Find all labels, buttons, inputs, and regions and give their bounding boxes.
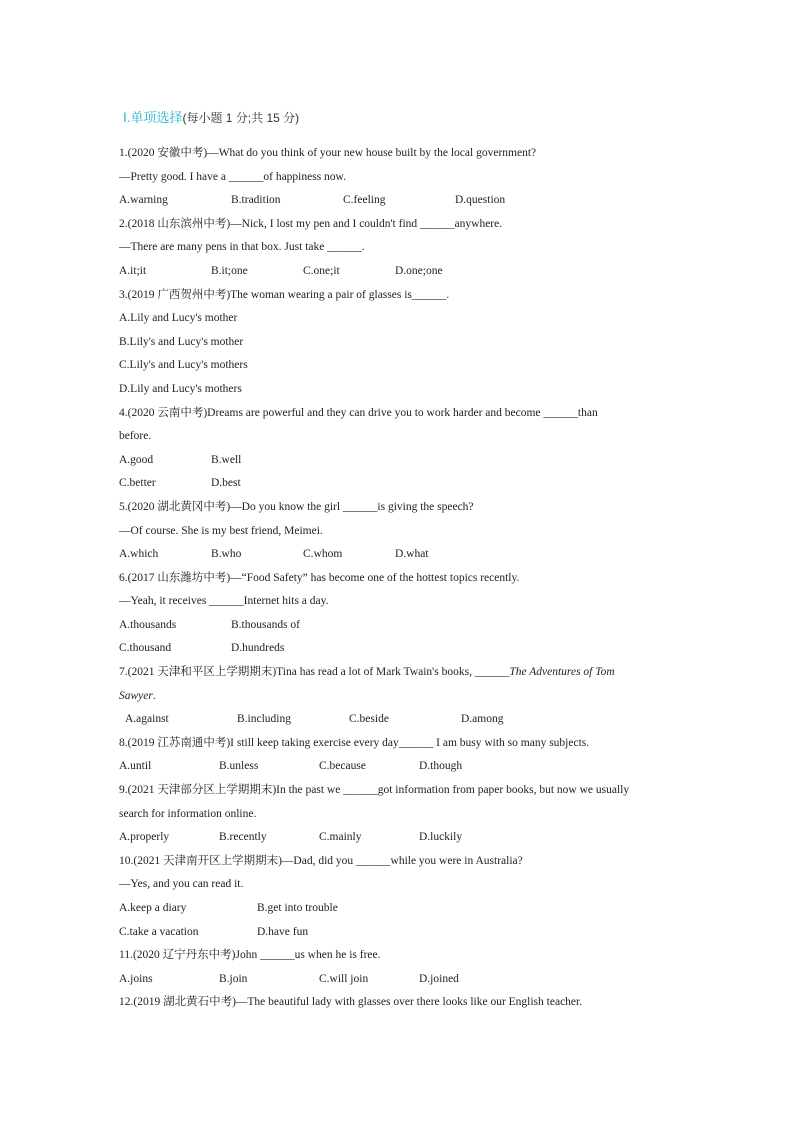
option-c: C.take a vacation (119, 925, 199, 938)
question-1-stem: 1.(2020 安徽中考)—What do you think of your new house built by the local government? (119, 147, 537, 159)
option-b: B.get into trouble (257, 902, 338, 914)
option-b: B.tradition (231, 194, 281, 207)
option-d: D.best (211, 477, 241, 490)
question-12-stem: 12.(2019 湖北黄石中考)—The beautiful lady with glasses over there looks like our English teacher. (119, 996, 583, 1009)
question-5-reply: —Of course. She is my best friend, Meimei. (119, 524, 323, 537)
option-a: A.keep a diary (119, 902, 187, 914)
question-10-stem: 10.(2021 天津南开区上学期期末)—Dad, did you ______while you were in Australia? (119, 854, 523, 867)
option-d: D.Lily and Lucy's mothers (119, 382, 242, 395)
book-title-continued: Sawyer (119, 689, 153, 702)
option-c: C.mainly (319, 831, 362, 844)
option-c: C.because (319, 760, 366, 773)
question-8-options (119, 755, 699, 779)
option-d: D.question (455, 194, 506, 207)
question-4-options-row-1 (119, 449, 699, 473)
question-6-reply: —Yeah, it receives ______Internet hits a day. (119, 595, 329, 608)
question-10-options-row-2 (119, 921, 699, 945)
question-5-options (119, 543, 699, 567)
section-heading (119, 108, 699, 128)
section-scoring-note: (每小题 1 分;共 15 分) (182, 111, 300, 125)
option-a: A.Lily and Lucy's mother (119, 312, 238, 325)
option-c: C.better (119, 477, 156, 490)
sentence-end: . (152, 689, 156, 702)
question-7-stem-text: 7.(2021 天津和平区上学期期末)Tina has read a lot of Mark Twain's books, ______ (119, 666, 510, 679)
option-a: A.thousands (119, 618, 177, 631)
option-a: A.warning (119, 194, 168, 207)
question-4-options-row-2 (119, 472, 699, 496)
option-b: B.recently (219, 831, 267, 844)
question-11-options (119, 968, 699, 992)
question-4-stem-continued: before. (119, 430, 152, 443)
option-c: C.Lily's and Lucy's mothers (119, 359, 248, 372)
option-c: C.will join (319, 972, 369, 985)
question-6-options-row-1 (119, 614, 699, 638)
option-d: D.luckily (419, 831, 463, 844)
option-a: A.properly (119, 831, 170, 844)
question-6-options-row-2 (119, 637, 699, 661)
option-a: A.against (125, 713, 169, 726)
section-roman-numeral: Ⅰ (123, 110, 127, 125)
question-9-stem: 9.(2021 天津部分区上学期期末)In the past we ______got information from paper books, but now we usually (119, 784, 630, 797)
question-2-options (119, 260, 699, 284)
question-6-stem: 6.(2017 山东潍坊中考)—“Food Safety” has become one of the hottest topics recently. (119, 571, 520, 584)
option-c: C.whom (303, 548, 343, 561)
question-9-stem-continued: search for information online. (119, 807, 257, 820)
option-a: A.until (119, 760, 152, 773)
option-c: C.feeling (343, 194, 386, 207)
option-d: D.what (395, 548, 429, 561)
option-d: D.hundreds (231, 642, 285, 655)
question-4-stem: 4.(2020 云南中考)Dreams are powerful and they can drive you to work harder and become ______than (119, 406, 598, 419)
option-b: B.well (211, 453, 242, 466)
option-d: D.joined (419, 972, 459, 985)
option-d: D.though (419, 760, 463, 773)
question-7-options (119, 708, 699, 732)
question-9-options (119, 826, 699, 850)
option-a: A.which (119, 548, 159, 561)
question-10-reply: —Yes, and you can read it. (119, 878, 244, 891)
question-7-stem-continued (119, 685, 699, 709)
option-c: C.beside (349, 713, 389, 726)
option-d: D.among (461, 713, 504, 726)
question-10-options-row-1 (119, 897, 699, 921)
question-list (119, 108, 699, 1015)
option-a: A.joins (119, 972, 153, 985)
option-b: B.including (237, 713, 291, 726)
section-title: .单项选择 (126, 110, 183, 125)
question-1-options (119, 189, 699, 213)
book-title: The Adventures of Tom (509, 666, 615, 679)
option-b: B.it;one (211, 264, 248, 277)
question-2-stem: 2.(2018 山东滨州中考)—Nick, I lost my pen and I couldn't find ______anywhere. (119, 217, 503, 230)
option-c: C.thousand (119, 642, 172, 655)
option-a: A.good (119, 453, 154, 466)
option-b: B.Lily's and Lucy's mother (119, 335, 244, 348)
question-5-stem: 5.(2020 湖北黄冈中考)—Do you know the girl ______is giving the speech? (119, 500, 474, 513)
question-2-reply: —There are many pens in that box. Just take ______. (119, 241, 365, 254)
option-b: B.who (211, 548, 242, 561)
option-a: A.it;it (119, 264, 147, 277)
question-11-stem: 11.(2020 辽宁丹东中考)John ______us when he is free. (119, 949, 381, 962)
option-b: B.thousands of (231, 618, 300, 631)
question-8-stem: 8.(2019 江苏南通中考)I still keep taking exercise every day______ I am busy with so many subjects. (119, 736, 590, 749)
option-c: C.one;it (303, 264, 340, 277)
option-b: B.join (219, 972, 248, 985)
option-b: B.unless (219, 760, 259, 773)
question-3-stem: 3.(2019 广西贺州中考)The woman wearing a pair of glasses is______. (119, 288, 450, 301)
option-d: D.one;one (395, 264, 443, 277)
question-1-reply: —Pretty good. I have a ______of happiness now. (119, 170, 346, 183)
question-7-stem (119, 661, 699, 685)
option-d: D.have fun (257, 925, 309, 938)
